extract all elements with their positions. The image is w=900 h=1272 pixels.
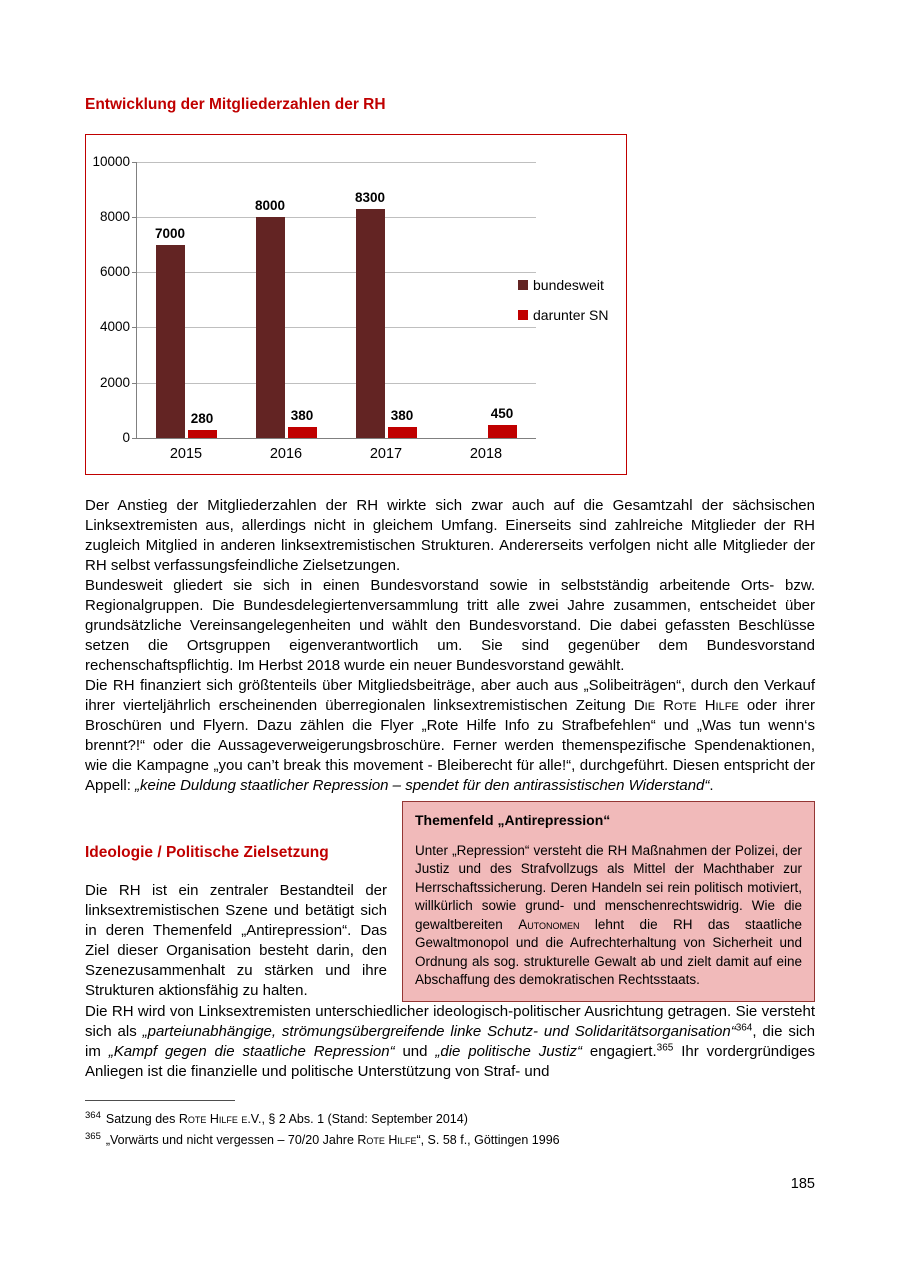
bar-bundesweit-2017 bbox=[356, 209, 385, 438]
y-axis-tick-label: 8000 bbox=[99, 209, 130, 225]
bar-value-label: 450 bbox=[490, 406, 514, 422]
bar-value-label: 8300 bbox=[354, 189, 386, 205]
y-axis-tick-label: 0 bbox=[122, 429, 130, 445]
bar-value-label: 7000 bbox=[154, 225, 186, 241]
y-axis-tick-label: 6000 bbox=[99, 264, 130, 280]
bar-value-label: 380 bbox=[390, 408, 414, 424]
page-number: 185 bbox=[790, 1176, 815, 1192]
chart-legend bbox=[518, 277, 608, 337]
gridline bbox=[136, 327, 536, 328]
two-column-section bbox=[85, 801, 815, 1002]
legend-item-bundesweit bbox=[518, 277, 608, 293]
footnote-text: Satzung des Rote Hilfe e.V., § 2 Abs. 1 (Stand: September 2014) bbox=[105, 1111, 468, 1126]
gridline bbox=[136, 272, 536, 273]
info-box-title: Themenfeld „Antirepression“ bbox=[415, 811, 611, 828]
ideology-heading: Ideologie / Politische Zielsetzung bbox=[85, 843, 329, 861]
footnote-number: 364 bbox=[85, 1109, 101, 1121]
bar-darunter-SN-2018 bbox=[488, 425, 517, 437]
y-axis-line bbox=[136, 162, 137, 438]
footnote-text: „Vorwärts und nicht vergessen – 70/20 Jahre Rote Hilfe“, S. 58 f., Göttingen 1996 bbox=[105, 1133, 560, 1148]
paragraph-financing: Die RH finanziert sich größtenteils über Mitgliedsbeiträge, aber auch aus „Solibeiträgen“, durch den Verkauf ihrer vierteljährlich erscheinenden überregionalen linksextremistischen Zeitung Die Rote Hilfe oder ihrer Broschüren und Flyern. Dazu zählen die Flyer „Rote Hilfe Info zu Strafbefehlen“ und „Was tun wenn‘s brennt?!“ oder die Aussageverweigerungsbroschüre. Ferner werden themenspezifische Spendenaktionen, wie die Kampagne „you can’t break this movement - Bleiberecht für alle!“, durchgeführt. Diesen entspricht der Appell: „keine Duldung staatlicher Repression – spendet für den antirassistischen Widerstand“. bbox=[85, 676, 815, 794]
legend-swatch bbox=[518, 310, 528, 320]
y-axis-tick-label: 10000 bbox=[92, 153, 130, 169]
bar-darunter-SN-2016 bbox=[288, 427, 317, 437]
x-axis-line bbox=[136, 438, 536, 439]
gridline bbox=[136, 383, 536, 384]
x-axis-category-label: 2015 bbox=[169, 445, 203, 462]
y-axis-tick-label: 2000 bbox=[99, 374, 130, 390]
antirepression-info-box bbox=[402, 801, 815, 1002]
membership-bar-chart bbox=[85, 134, 627, 475]
ideology-column bbox=[85, 801, 387, 1001]
footnote-364 bbox=[85, 1107, 815, 1129]
x-axis-category-label: 2018 bbox=[469, 445, 503, 462]
paragraph-supporters: Die RH wird von Linksextremisten unterschiedlicher ideologisch-politischer Ausrichtung getragen. Sie versteht sich als „parteiunabhängige, strömungsübergreifende linke Schutz- und Solidaritätsorganisation“$^{364}$, die sich im „Kampf gegen die staatliche Repression“ und „die politische Justiz“ engagiert.$^{365}$ Ihr vordergründiges Anliegen ist die finanzielle und politische Unterstützung von Straf- und bbox=[85, 1002, 815, 1080]
bar-value-label: 280 bbox=[190, 411, 214, 427]
legend-label: darunter SN bbox=[533, 306, 609, 323]
legend-label: bundesweit bbox=[533, 276, 604, 293]
gridline bbox=[136, 217, 536, 218]
bar-darunter-SN-2015 bbox=[188, 430, 217, 438]
bar-value-label: 8000 bbox=[254, 198, 286, 214]
footnote-area bbox=[85, 1100, 815, 1150]
bar-bundesweit-2016 bbox=[256, 217, 285, 438]
chart-section-heading: Entwicklung der Mitgliederzahlen der RH bbox=[85, 95, 386, 113]
y-axis-tick-label: 4000 bbox=[99, 319, 130, 335]
gridline bbox=[136, 162, 536, 163]
x-axis-category-label: 2016 bbox=[269, 445, 303, 462]
footnote-365 bbox=[85, 1128, 815, 1150]
paragraph-structure: Bundesweit gliedert sie sich in einen Bundesvorstand sowie in selbstständig arbeitende Orts- bzw. Regionalgruppen. Die Bundesdelegiertenversammlung tritt alle zwei Jahre zusammen, entscheidet über grundsätzliche Vereinsangelegenheiten und wählt den Bundesvorstand. Die dabei gefassten Beschlüsse setzen die Ortsgruppen eigenverantwortlich um. Sie sind gegenüber dem Bundesvorstand rechenschaftspflichtig. Im Herbst 2018 wurde ein neuer Bundesvorstand gewählt. bbox=[85, 576, 815, 674]
bar-value-label: 380 bbox=[290, 408, 314, 424]
paragraph-membership-impact: Der Anstieg der Mitgliederzahlen der RH wirkte sich zwar auch auf die Gesamtzahl der sächsischen Linksextremisten aus, allerdings nicht in gleichem Umfang. Einerseits sind zahlreiche Mitglieder der RH zugleich Mitglied in anderen linksextremistischen Strukturen. Andererseits verfolgen nicht alle Mitglieder der RH selbst verfassungsfeindliche Zielsetzungen. bbox=[85, 496, 815, 574]
legend-swatch bbox=[518, 280, 528, 290]
footnote-number: 365 bbox=[85, 1131, 101, 1143]
x-axis-category-label: 2017 bbox=[369, 445, 403, 462]
paragraph-ideology: Die RH ist ein zentraler Bestandteil der linksextremistischen Szene und betätigt sich in deren Themenfeld „Antirepression“. Das Ziel dieser Organisation besteht darin, den Szenezusammenhalt zu stärken und ihre Strukturen aktionsfähig zu halten. bbox=[85, 881, 387, 999]
legend-item-darunter-SN bbox=[518, 307, 608, 323]
bar-bundesweit-2015 bbox=[156, 245, 185, 438]
info-box-body: Unter „Repression“ versteht die RH Maßnahmen der Polizei, der Justiz und des Strafvollzugs als Mittel der Machthaber zur Herrschaftssicherung. Deren Handeln sei rein politisch motiviert, willkürlich sowie grund- und menschenrechtswidrig. Wie die gewaltbereiten Autonomen lehnt die RH das staatliche Gewaltmonopol und die Aufrechterhaltung von Sicherheit und Ordnung als sog. strukturelle Gewalt ab und zielt damit auf eine Abschaffung des demokratischen Rechtsstaats. bbox=[415, 842, 802, 988]
footnote-separator bbox=[85, 1100, 235, 1101]
bar-darunter-SN-2017 bbox=[388, 427, 417, 437]
